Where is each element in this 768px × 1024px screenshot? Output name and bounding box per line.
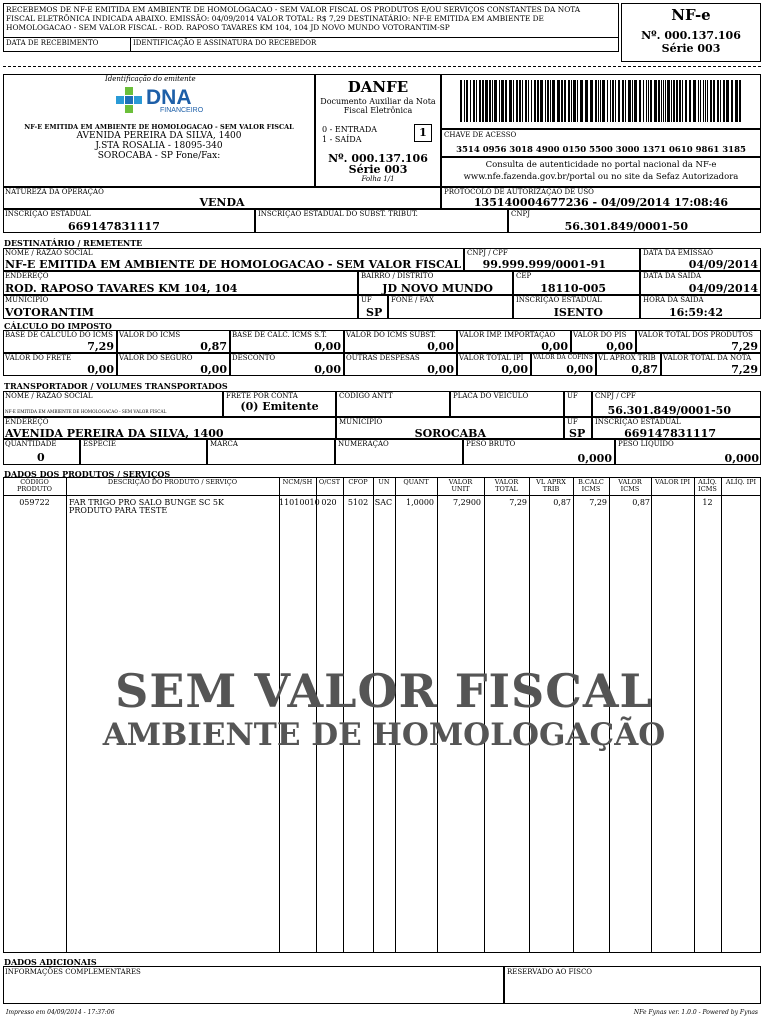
- district-label: BAIRRO / DISTRITO: [361, 272, 434, 280]
- tax-label: OUTRAS DESPESAS: [346, 354, 420, 362]
- recipient-section: DESTINATÁRIO / REMETENTE: [4, 238, 143, 248]
- transport-section: TRANSPORTADOR / VOLUMES TRANSPORTADOS: [4, 381, 228, 391]
- product-aprx: 0,87: [553, 498, 571, 507]
- logo-subtext: FINANCEIRO: [160, 107, 204, 114]
- recipient-name: NF-E EMITIDA EM AMBIENTE DE HOMOLOGACAO - SEM VALOR FISCAL: [5, 258, 462, 271]
- watermark-line-2: AMBIENTE DE HOMOLOGAÇÃO: [102, 717, 666, 753]
- watermark-line-1: SEM VALOR FISCAL: [115, 664, 653, 718]
- receipt-nfe-number: Nº. 000.137.106: [641, 29, 741, 42]
- product-unit: 7,2900: [453, 498, 481, 507]
- product-ncm: 11010010: [279, 498, 320, 507]
- emitter-heading: Identificação do emitente: [105, 75, 196, 83]
- access-key-label: CHAVE DE ACESSO: [444, 131, 517, 139]
- transport-address-label: ENDEREÇO: [5, 418, 49, 426]
- emission-label: DATA DA EMISSÃO: [643, 249, 714, 257]
- qty-label: QUANTIDADE: [5, 440, 57, 448]
- column-header: VALOR UNIT: [448, 478, 473, 493]
- column-header: NCM/SH: [282, 478, 313, 486]
- transport-net: 0,000: [724, 452, 759, 465]
- column-header: VL APRX TRIB: [536, 478, 566, 493]
- tax-label: DESCONTO: [232, 354, 276, 362]
- tax-value: 0,00: [606, 340, 633, 353]
- ie-st-label: INSCRIÇÃO ESTADUAL DO SUBST. TRIBUT.: [258, 210, 418, 218]
- nature-label: NATUREZA DA OPERAÇÃO: [5, 188, 104, 196]
- additional-section: DADOS ADICIONAIS: [4, 957, 97, 967]
- product-un: SAC: [374, 498, 393, 507]
- transport-uf-label: UF: [567, 392, 578, 400]
- transport-name-label: NOME / RAZÃO SOCIAL: [5, 392, 93, 400]
- tax-label: VALOR IMP. IMPORTAÇÃO: [459, 331, 556, 339]
- tax-value: 0,00: [87, 363, 114, 376]
- column-header: VALOR IPI: [654, 478, 691, 486]
- product-description: FAR TRIGO PRO SALO BUNGE SC 5K: [69, 498, 224, 507]
- tax-label: VALOR DO SEGURO: [119, 354, 193, 362]
- product-icms: 0,87: [632, 498, 650, 507]
- emitter-name: NF-E EMITIDA EM AMBIENTE DE HOMOLOGACAO - SEM VALOR FISCAL: [24, 123, 294, 131]
- danfe-sub1: Documento Auxiliar da Nota: [320, 97, 436, 106]
- tax-value: 0,00: [314, 340, 341, 353]
- receipt-nfe-series: Série 003: [661, 42, 721, 55]
- nature-value: VENDA: [199, 196, 245, 209]
- product-code: 059722: [19, 498, 50, 507]
- transport-uf2: SP: [569, 427, 586, 440]
- receipt-text: RECEBEMOS DE NF-E EMITIDA EM AMBIENTE DE HOMOLOGACAO - SEM VALOR FISCAL OS PRODUTOS E/OU SERVIÇOS CONSTANTES DA NOTA FISCAL ELETRÔNICA INDICADA ABAIXO. EMISSÃO: 04/09/2014 VALOR TOTAL: R$ 7,29 DESTINATÁRIO: NF-E EMITIDA EM AMBIENTE DE HOMOLOGACAO - SEM VALOR FISCAL - ROD. RAPOSO TAVARES KM 104, 104 JD NOVO MUNDO VOTORANTIM-SP: [6, 5, 581, 32]
- transport-qty: 0: [37, 451, 45, 464]
- tax-value: 0,00: [314, 363, 341, 376]
- product-aliq-icms: 12: [702, 498, 713, 507]
- tax-label: BASE DE CÁLC. ICMS S.T.: [232, 331, 327, 339]
- city-label: MUNICÍPIO: [5, 296, 49, 304]
- tax-label: VL APROX TRIB: [598, 354, 656, 362]
- column-header: VALOR ICMS: [618, 478, 642, 493]
- danfe-entry: 0 - ENTRADA: [322, 125, 378, 134]
- emitter-city: SOROCABA - SP Fone/Fax:: [97, 151, 221, 161]
- transport-cnpj-label: CNPJ / CPF: [595, 392, 636, 400]
- cnpj-value: 56.301.849/0001-50: [564, 220, 688, 233]
- exit-time: 16:59:42: [668, 306, 723, 319]
- column-header: CFOP: [348, 478, 368, 486]
- tax-label: VALOR DO PIS: [573, 331, 627, 339]
- address-label: ENDEREÇO: [5, 272, 49, 280]
- tax-label: VALOR DA COFINS: [533, 354, 594, 361]
- phone-label: FONE / FAX: [391, 296, 434, 304]
- tax-label: VALOR DO ICMS SUBST.: [346, 331, 436, 339]
- transport-cnpj: 56.301.849/0001-50: [607, 404, 731, 417]
- column-header: ALÍQ. ICMS: [698, 478, 717, 493]
- logo-text: DNA: [146, 86, 192, 109]
- receipt-nfe-title: NF-e: [671, 6, 711, 24]
- recipient-ie: ISENTO: [553, 306, 603, 319]
- tax-label: VALOR TOTAL DA NOTA: [663, 354, 752, 362]
- danfe-number: Nº. 000.137.106: [328, 152, 428, 165]
- net-label: PESO LÍQUIDO: [618, 440, 674, 448]
- recipient-cep: 18110-005: [540, 282, 606, 295]
- column-header: ALÍQ. IPI: [725, 478, 757, 486]
- transport-ie-label: INSCRIÇÃO ESTADUAL: [595, 418, 681, 426]
- tax-value: 0,00: [427, 363, 454, 376]
- tax-label: VALOR DO FRETE: [5, 354, 72, 362]
- danfe-type-box: 1: [414, 124, 432, 142]
- recipient-address: ROD. RAPOSO TAVARES KM 104, 104: [5, 282, 238, 295]
- tax-value: 7,29: [87, 340, 114, 353]
- transport-name: NF-E EMITIDA EM AMBIENTE DE HOMOLOGACAO - SEM VALOR FISCAL: [5, 409, 167, 414]
- danfe-series: Série 003: [348, 163, 408, 176]
- recipient-district: JD NOVO MUNDO: [382, 282, 493, 295]
- recipient-cnpj: 99.999.999/0001-91: [482, 258, 606, 271]
- protocol-value: 135140004677236 - 04/09/2014 17:08:46: [473, 196, 729, 209]
- tax-value: 0,00: [427, 340, 454, 353]
- column-header: O/CST: [318, 478, 341, 486]
- transport-city-label: MUNICÍPIO: [339, 418, 383, 426]
- reserved-label: RESERVADO AO FISCO: [507, 968, 593, 976]
- tax-value: 0,00: [541, 340, 568, 353]
- plate-label: PLACA DO VEÍCULO: [453, 392, 529, 400]
- tax-label: VALOR DO ICMS: [119, 331, 181, 339]
- info-label: INFORMAÇÕES COMPLEMENTARES: [5, 968, 141, 976]
- tax-value: 0,00: [566, 363, 593, 376]
- transport-uf2-label: UF: [567, 418, 578, 426]
- tax-value: 7,29: [731, 340, 758, 353]
- emitter-address: AVENIDA PEREIRA DA SILVA, 1400: [76, 131, 242, 141]
- consult-line-1: Consulta de autenticidade no portal nacional da NF-e: [485, 160, 717, 170]
- danfe-sub2: Fiscal Eletrônica: [343, 106, 413, 115]
- exit-time-label: HORA DA SAÍDA: [643, 296, 704, 304]
- exit-date: 04/09/2014: [688, 282, 758, 295]
- tax-section: CÁLCULO DO IMPOSTO: [4, 321, 112, 331]
- transport-ie: 669147831117: [624, 427, 716, 440]
- company-logo: [116, 86, 206, 116]
- product-total: 7,29: [509, 498, 527, 507]
- product-description-2: PRODUTO PARA TESTE: [69, 506, 168, 515]
- freight-label: FRETE POR CONTA: [226, 392, 298, 400]
- protocol-label: PROTOCOLO DE AUTORIZAÇÃO DE USO: [444, 188, 594, 196]
- products-section: DADOS DOS PRODUTOS / SERVIÇOS: [4, 469, 171, 479]
- brand-label: MARCA: [210, 440, 238, 448]
- column-header: B.CALC ICMS: [578, 478, 604, 493]
- danfe-title: DANFE: [347, 78, 409, 96]
- uf-label: UF: [361, 296, 372, 304]
- column-header: CÓDIGO PRODUTO: [17, 478, 52, 493]
- exit-date-label: DATA DA SAÍDA: [643, 272, 702, 280]
- product-cst: 020: [321, 498, 337, 507]
- emission-date: 04/09/2014: [688, 258, 758, 271]
- tax-value: 0,87: [631, 363, 658, 376]
- ie-label: INSCRIÇÃO ESTADUAL: [5, 210, 91, 218]
- cep-label: CEP: [516, 272, 532, 280]
- barcode-image: [460, 80, 742, 122]
- freight-value: (0) Emitente: [240, 400, 319, 413]
- column-header: QUANT: [403, 478, 429, 486]
- tax-value: 0,87: [200, 340, 227, 353]
- product-bcalc: 7,29: [589, 498, 607, 507]
- antt-label: CÓDIGO ANTT: [339, 392, 393, 400]
- numbering-label: NUMERAÇÃO: [338, 440, 389, 448]
- transport-address: AVENIDA PEREIRA DA SILVA, 1400: [5, 427, 224, 440]
- tax-label: VALOR TOTAL DOS PRODUTOS: [638, 331, 753, 339]
- footer-powered: NFe Fynas ver. 1.0.0 - Powered by Fynas: [633, 1009, 758, 1016]
- recipient-ie-label: INSCRIÇÃO ESTADUAL: [516, 296, 602, 304]
- receipt-date-label: DATA DE RECEBIMENTO: [6, 39, 99, 47]
- recipient-uf: SP: [366, 306, 383, 319]
- consult-line-2: www.nfe.fazenda.gov.br/portal ou no site da Sefaz Autorizadora: [463, 172, 739, 182]
- gross-label: PESO BRUTO: [466, 440, 516, 448]
- footer-printed: Impresso em 04/09/2014 - 17:37:06: [6, 1009, 115, 1016]
- column-header: DESCRIÇÃO DO PRODUTO / SERVIÇO: [107, 478, 238, 486]
- column-header: VALOR TOTAL: [494, 478, 519, 493]
- transport-city: SOROCABA: [414, 427, 486, 440]
- emitter-district: J.STA ROSALIA - 18095-340: [95, 141, 223, 151]
- tax-label: BASE DE CÁLCULO DO ICMS: [5, 331, 113, 339]
- column-header: UN: [378, 478, 390, 486]
- product-cfop: 5102: [347, 498, 369, 507]
- ie-value: 669147831117: [68, 220, 160, 233]
- recipient-cnpj-label: CNPJ / CPF: [467, 249, 508, 257]
- recipient-city: VOTORANTIM: [5, 306, 94, 319]
- recipient-name-label: NOME / RAZÃO SOCIAL: [5, 249, 93, 257]
- cnpj-label: CNPJ: [511, 210, 530, 218]
- danfe-exit: 1 - SAÍDA: [322, 135, 362, 144]
- transport-gross: 0,000: [577, 452, 612, 465]
- tax-value: 7,29: [731, 363, 758, 376]
- access-key: 3514 0956 3018 4900 0150 5500 3000 1371 0610 9861 3185: [456, 145, 746, 155]
- danfe-sheet: Folha 1/1: [361, 175, 395, 183]
- tax-label: VALOR TOTAL IPI: [459, 354, 524, 362]
- product-qty: 1,0000: [406, 498, 434, 507]
- tax-value: 0,00: [200, 363, 227, 376]
- tax-value: 0,00: [501, 363, 528, 376]
- receipt-sign-label: IDENTIFICAÇÃO E ASSINATURA DO RECEBEDOR: [133, 39, 317, 47]
- species-label: ESPÉCIE: [83, 440, 116, 448]
